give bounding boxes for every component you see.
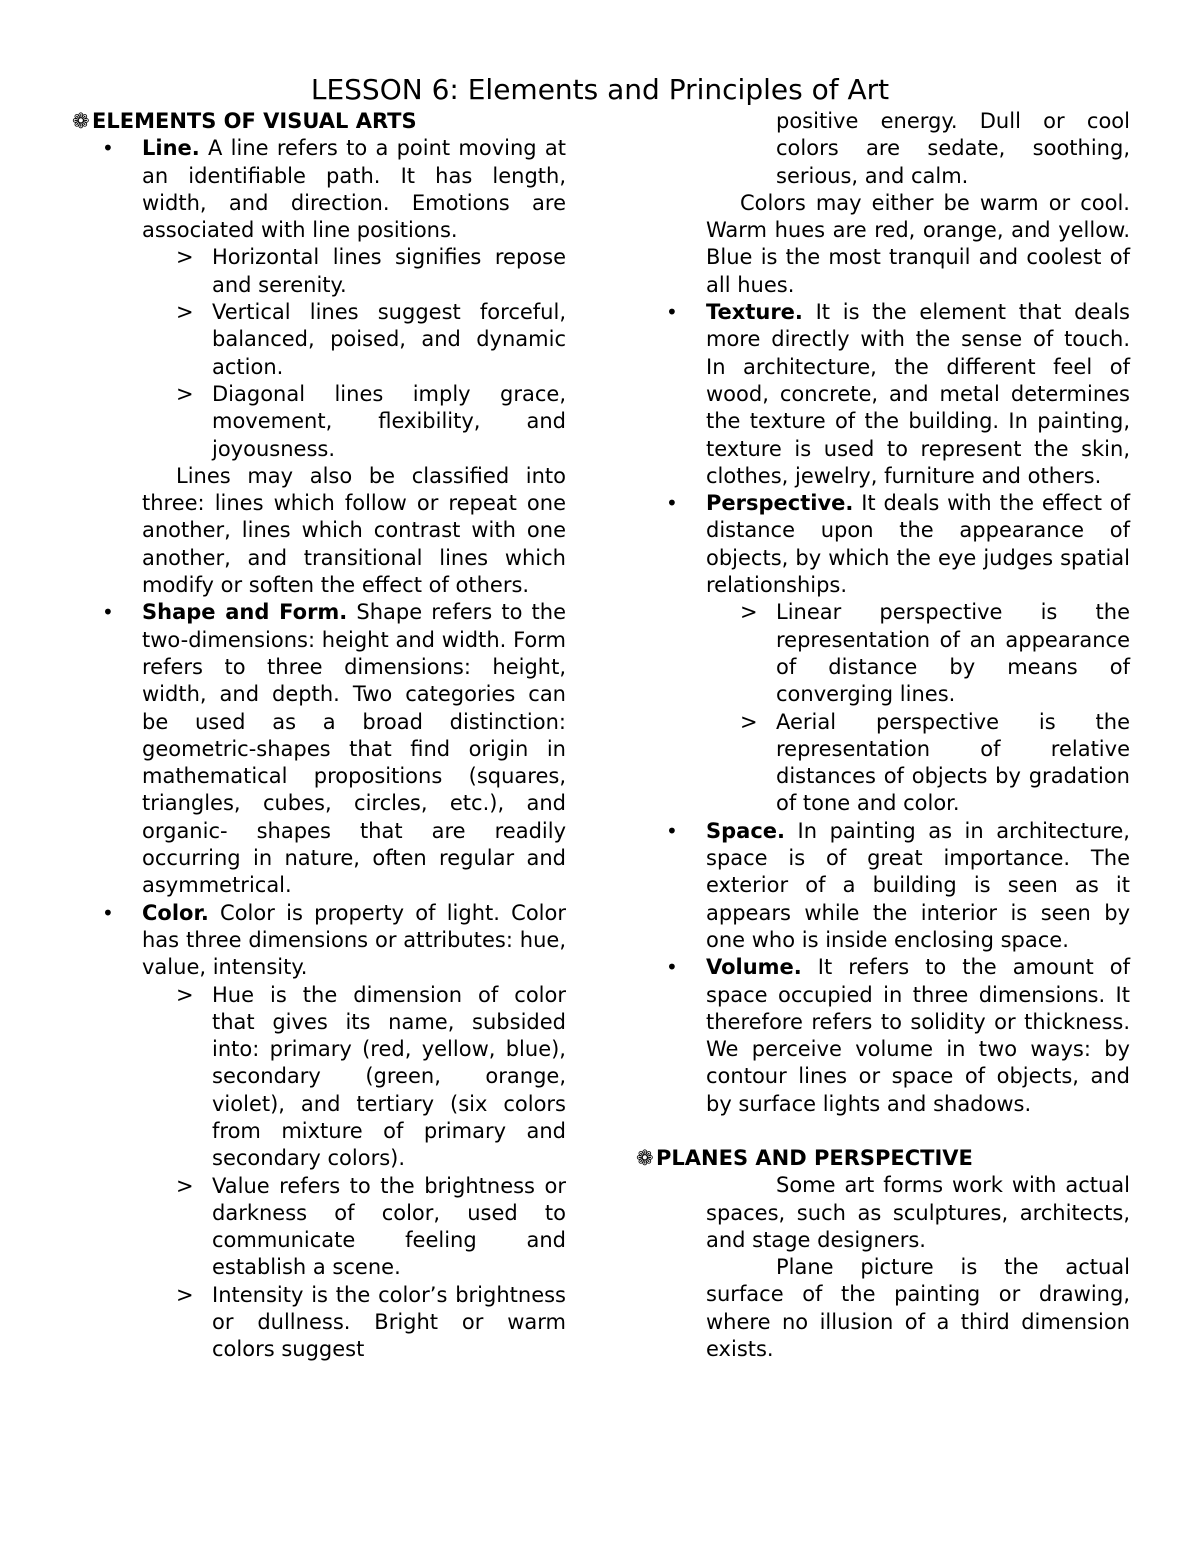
sub-item-text: Linear perspective is the representation of an appearance of distance by means of converging lines. [776,600,1130,707]
texture-text [706,299,1130,490]
color-sublist [142,982,566,1364]
planes-paragraph: Plane picture is the actual surface of the painting or drawing, where no illusion of a third dimension exists. [706,1255,1130,1362]
sub-item-text: Horizontal lines signifies repose and serenity. [212,245,566,297]
elements-list [102,135,566,1363]
list-item-perspective [666,490,1130,818]
space-text [706,818,1130,954]
arrow-icon: > [176,1173,194,1198]
color-paragraph: Colors may either be warm or cool. Warm hues are red, orange, and yellow. Blue is the most tranquil and coolest of all hues. [706,190,1130,297]
sub-item [740,599,1130,708]
sub-item [176,1173,566,1282]
arrow-icon: > [176,1282,194,1307]
section-heading-text: ELEMENTS OF VISUAL ARTS [92,109,417,133]
right-column [636,108,1130,1363]
shape-description: Shape refers to the two-dimensions: height and width. Form refers to three dimensions: height, width, and depth. Two categories can be used as a broad distinction: geometric-shapes that find origin in mathematical propositions (squares, triangles, cubes, circles, etc.), and organic- shapes that are readily occurring in nature, often regular and asymmetrical. [142,600,566,898]
sub-item [176,982,566,1173]
sub-item-text: Diagonal lines imply grace, movement, flexibility, and joyousness. [212,381,566,461]
term-space: Space. [706,818,785,843]
sub-item-text: Intensity is the color’s brightness or dullness. Bright or warm colors suggest [212,1282,566,1362]
line-sublist [142,244,566,462]
color-description: Color is property of light. Color has three dimensions or attributes: hue, value, intensity. [142,900,566,980]
bullet-icon: • [666,818,678,843]
space-description: In painting as in architecture, space is of great importance. The exterior of a building is seen as it appears while the interior is seen by one who is inside enclosing space. [706,818,1130,952]
arrow-icon: > [176,245,194,270]
spacer [706,1118,1130,1145]
left-column [72,108,566,1364]
volume-description: It refers to the amount of space occupied in three dimensions. It therefore refers to solidity or thickness. We perceive volume in two ways: by contour lines or space of objects, and by surface lights and shadows. [706,955,1130,1116]
shape-text [142,599,566,899]
list-item-line [102,135,566,599]
section-heading-text: PLANES AND PERSPECTIVE [656,1145,973,1170]
page-title: LESSON 6: Elements and Principles of Art [310,73,890,106]
bullet-icon: • [666,491,678,516]
sub-item [740,709,1130,818]
arrow-icon: > [740,600,758,625]
sub-item-text: Aerial perspective is the representation of relative distances of objects by gradation of tone and color. [776,709,1130,816]
line-paragraph: Lines may also be classified into three: lines which follow or repeat one another, lines which contrast with one another, and transitional lines which modify or soften the effect of others. [142,463,566,598]
bullet-icon: • [102,136,114,161]
flower-bullet-icon: ❁ [636,1145,654,1170]
term-volume: Volume. [706,955,802,980]
line-description: A line refers to a point moving at an identifiable path. It has length, width, and direction. Emotions are associated with line positions. [142,136,566,243]
line-text [142,135,566,244]
sub-item-text: Hue is the dimension of color that gives its name, subsided into: primary (red, yellow, blue), secondary (green, orange, violet), and tertiary (six colors from mixture of primary and secondary colors). [212,982,566,1171]
sub-item-text: Vertical lines suggest forceful, balanced, poised, and dynamic action. [212,300,566,379]
bullet-icon: • [666,955,678,980]
bullet-icon: • [102,600,114,625]
flower-bullet-icon: ❁ [72,109,90,133]
color-text [142,900,566,982]
list-item-space [666,818,1130,954]
sub-item [176,244,566,299]
section-heading-planes [636,1145,1130,1172]
bullet-icon: • [666,300,678,325]
term-shape: Shape and Form. [142,600,348,625]
arrow-icon: > [176,381,194,406]
list-item-texture [666,299,1130,490]
section-heading-elements [72,108,566,135]
sub-item [176,381,566,463]
perspective-description: It deals with the effect of distance upon the appearance of objects, by which the eye judges spatial relationships. [706,491,1130,598]
list-item-volume [666,954,1130,1118]
sub-item [176,299,566,381]
arrow-icon: > [176,982,194,1007]
term-texture: Texture. [706,300,803,325]
perspective-text [706,490,1130,599]
arrow-icon: > [176,300,194,325]
term-perspective: Perspective. [706,491,854,516]
bullet-icon: • [102,900,114,925]
term-line: Line. [142,136,200,161]
color-continued: positive energy. Dull or cool colors are sedate, soothing, serious, and calm. [776,109,1130,188]
volume-text [706,954,1130,1118]
perspective-sublist [706,599,1130,817]
list-item-shape [102,599,566,899]
sub-item [176,1282,566,1364]
term-color: Color. [142,900,209,925]
planes-paragraph: Some art forms work with actual spaces, such as sculptures, architects, and stage designers. [706,1173,1130,1252]
texture-description: It is the element that deals more directly with the sense of touch. In architecture, the different feel of wood, concrete, and metal determines the texture of the building. In painting, texture is used to represent the skin, clothes, jewelry, furniture and others. [706,300,1130,488]
elements-list-continued [666,299,1130,1118]
arrow-icon: > [740,709,758,734]
sub-item-text: Value refers to the brightness or darkness of color, used to communicate feeling and establish a scene. [212,1173,566,1280]
list-item-color [102,900,566,1364]
